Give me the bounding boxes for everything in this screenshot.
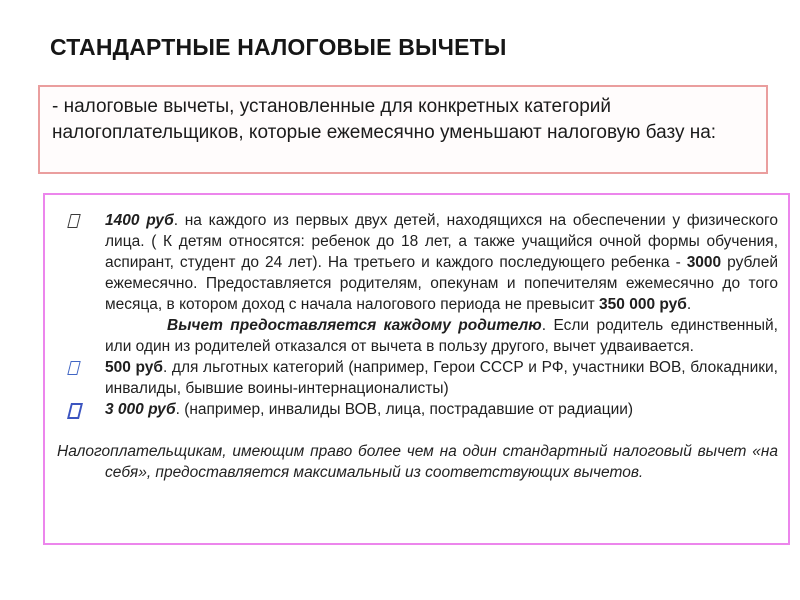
text-run: рублей ежемесячно. Предоставляется родителям, опекунам и попечителям ежемесячно до того месяца, в котором доход с начала налогового периода не превысит	[105, 254, 778, 313]
checkbox-bullet-icon	[67, 361, 80, 375]
deduction-item-invalids	[57, 399, 778, 420]
text-run: . Если родитель единственный, или один из родителей отказался от вычета в пользу другого, вычет удваивается.	[105, 317, 778, 355]
text-run: Налогоплательщикам, имеющим право более чем на один стандартный налоговый вычет «на себя», предоставляется максимальный из соответствующих вычетов.	[57, 443, 778, 481]
amount-3000: 3000	[686, 254, 722, 271]
definition-box	[38, 85, 768, 174]
amount-350000: 350 000 руб	[599, 296, 687, 313]
note-each-parent	[57, 315, 778, 357]
deduction-item-children	[57, 210, 778, 315]
amount-3000-rub: 3 000 руб	[105, 401, 176, 418]
amount-1400: 1400 руб	[105, 212, 174, 229]
checkbox-bullet-icon	[67, 403, 83, 419]
each-parent-emphasis: Вычет предоставляется каждому родителю	[167, 317, 542, 334]
text-run: .	[686, 296, 692, 313]
slide-title: СТАНДАРТНЫЕ НАЛОГОВЫЕ ВЫЧЕТЫ	[50, 34, 507, 60]
text-run: . для льготных категорий (например, Герои СССР и РФ, участники ВОВ, блокадники, инвалиды, бывшие воины-интернационалисты)	[105, 359, 778, 397]
definition-text: - налоговые вычеты, установленные для конкретных категорий налогоплательщиков, которые ежемесячно уменьшают налоговую базу на:	[52, 96, 717, 143]
checkbox-bullet-icon	[67, 214, 80, 228]
text-run: . на каждого из первых двух детей, находящихся на обеспечении у физического лица. ( К детям относятся: ребенок до 18 лет, а также учащийся очной формы обучения, аспирант, студент до 24 лет). На третьего и каждого последующего ребенка -	[105, 212, 778, 271]
max-deduction-note	[57, 441, 778, 483]
amount-500: 500 руб	[105, 359, 163, 376]
details-box	[43, 193, 790, 545]
text-run: . (например, инвалиды ВОВ, лица, пострадавшие от радиации)	[175, 401, 634, 418]
deduction-item-privileged	[57, 357, 778, 399]
